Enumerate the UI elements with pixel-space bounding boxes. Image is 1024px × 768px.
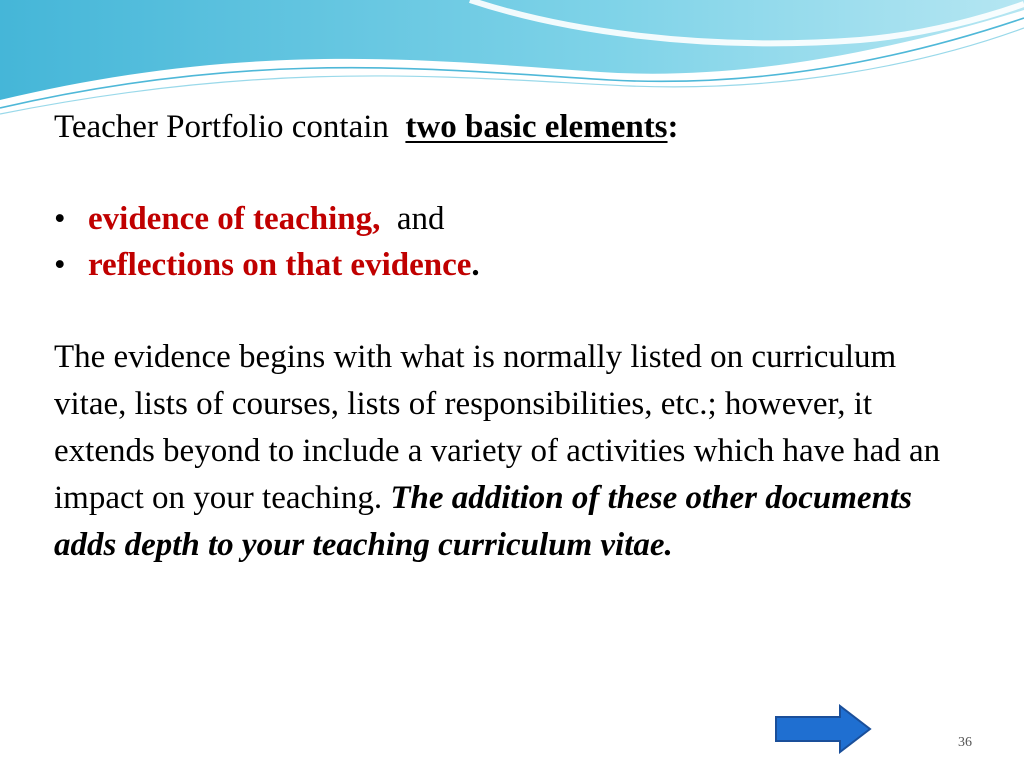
slide-content: [54, 104, 974, 569]
bullet-marker: •: [54, 247, 66, 283]
bullet-marker: •: [54, 201, 66, 237]
intro-colon: :: [667, 109, 679, 145]
bullet-red-text: reflections on that evidence: [88, 247, 472, 283]
paragraph-text: The evidence begins with what is normally listed on curriculum vitae, lists of courses, lists of responsibilities, etc.; however, it extends beyond to include a variety of activities which have had an impact on your teaching.: [54, 339, 941, 516]
intro-key-phrase: two basic elements: [405, 109, 668, 145]
intro-line: [54, 104, 974, 150]
bullet-red-text: evidence of teaching,: [88, 201, 381, 237]
right-arrow-icon: [776, 706, 870, 752]
emphasis-text: The addition of these other documents adds depth to your teaching curriculum vitae.: [54, 480, 912, 563]
body-paragraph: [54, 334, 974, 569]
bullet-tail-text: and: [396, 201, 445, 237]
header-wave-decoration: [0, 0, 1024, 120]
slide-number: 36: [958, 735, 972, 750]
bullet-tail-text: .: [471, 247, 480, 283]
bullet-item-reflections: [54, 242, 974, 288]
bullet-item-evidence: [54, 196, 974, 242]
next-slide-button[interactable]: [774, 704, 872, 754]
intro-prefix: Teacher Portfolio contain: [54, 109, 389, 145]
